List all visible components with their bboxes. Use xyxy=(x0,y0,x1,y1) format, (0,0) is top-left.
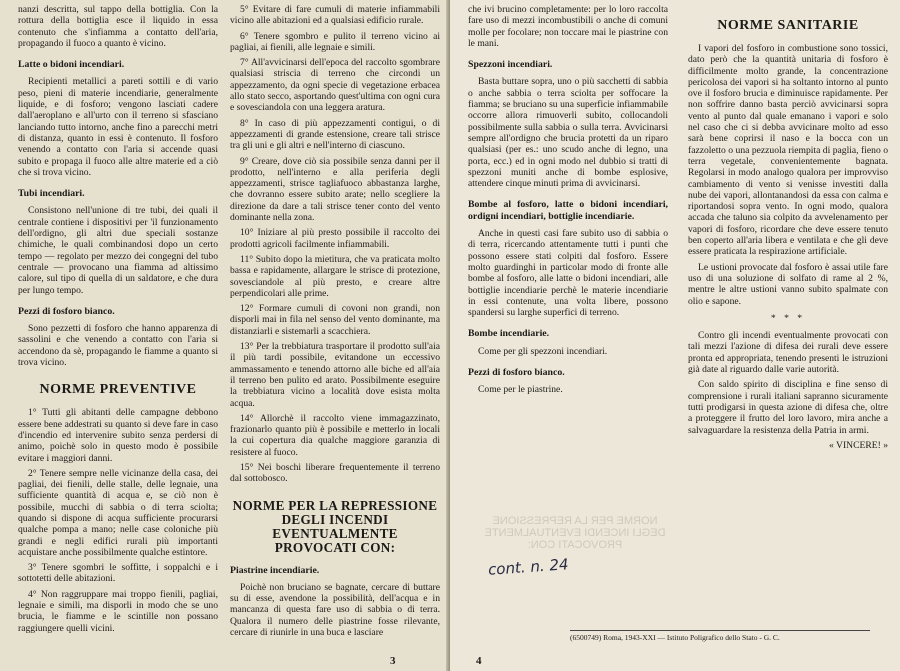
paragraph: Consistono nell'unione di tre tubi, dei quali il centrale contiene i dispositivi per 'il funzionamento dell'ordigno, gli altri due speciali sostanze chimiche, le quali combinandosi dopo un certo tempo — regolato per mezzo dei congegni del tubo centrale — provocano una fiamma ad altissimo calore, sul tipo di quella di un saldatore, e che dura per lungo tempo. xyxy=(18,205,218,296)
rule-item: 1° Tutti gli abitanti delle campagne debbono essere bene addestrati su quanto si deve fare in caso d'incendio ed intervenire subito senza perdersi di animo, poichè solo in questo modo è possibile evitare i maggiori danni. xyxy=(18,407,218,464)
section-heading: Tubi incendiari. xyxy=(18,188,85,200)
left-column-2 xyxy=(230,4,440,642)
paragraph: Anche in questi casi fare subito uso di sabbia o di terra, ricercando attentamente tutti i punti che possono essere stati colpiti dal fosforo. Essere molto guardinghi in particolar modo di fronte alle bombe al fosforo, alle latte o bidoni incendiari, alle bottiglie incendiarie perchè le materie incendiarie in essi contenute, una volta libere, possono spandersi su larghe superfici di terreno. xyxy=(468,228,668,319)
rule-item: 15° Nei boschi liberare frequentemente il terreno dal sottobosco. xyxy=(230,461,440,485)
rule-item: 9° Creare, dove ciò sia possibile senza danni per il prodotto, nell'interno e alla periferia degli appezzamenti, strisce tagliafuoco abbastanza larghe, che dovranno essere subito arate; nello scegliere la direzione da dare a tali strisce tener conto del vento dominante nella zona. xyxy=(230,155,440,224)
right-column-1 xyxy=(468,4,668,400)
paragraph: Recipienti metallici a pareti sottili e di vario peso, pieni di materie incendiarie, generalmente liquide, e di fosforo; vengono lasciati cadere dall'aeroplano e all'urto con il terreno si sfasciano lanciando tutto intorno, anche fino a parecchi metri di distanza, quanto in essi è contenuto. Il fosforo venendo a contatto con l'aria si accende quasi subito e propaga il fuoco alle altre materie ed a ciò che si trova vicino. xyxy=(18,76,218,178)
rule-item: 14° Allorchè il raccolto viene immagazzinato, frazionarlo quanto più è possibile e metterlo in locali la cui copertura dia qualche maggiore garanzia di resistere al fuoco. xyxy=(230,412,440,458)
rule-item: 3° Tenere sgombri le soffitte, i soppalchi e i sottotetti delle abitazioni. xyxy=(18,562,218,585)
section-heading: Pezzi di fosforo bianco. xyxy=(18,305,115,317)
rule-item: 8° In caso di più appezzamenti contigui, o di appezzamenti di grande estensione, creare tali strisce tra gli uni e gli altri e nell'interno di ciascuno. xyxy=(230,117,440,152)
intro-text: che ivi brucino completamente: per lo loro raccolta fare uso di mezzi incombustibili o anche di comuni molle per focolare; non toccare mai le piastrine con le mani. xyxy=(468,4,668,49)
section-heading: Latte o bidoni incendiari. xyxy=(18,59,125,71)
paragraph: Sono pezzetti di fosforo che hanno apparenza di sassolini e che venendo a contatto con l'aria si accendono da sè, propagando le fiamme a quanto si trova vicino. xyxy=(18,323,218,369)
rule-item: 4° Non raggruppare mai troppo fienili, pagliai, legnaie e simili, ma disporli in modo che se uno brucia, le fiamme e le scintille non possano raggiungere quelli vicini. xyxy=(18,588,218,634)
rule-item: 13° Per la trebbiatura trasportare il prodotto sull'aia il più tardi possibile, evitandone un eccessivo ammassamento e tenendo attorno alle biche ed all'aia il terreno ben pulito ed arato. Possibilmente eseguire la trebbiatura vicino a località dove esista molta acqua. xyxy=(230,341,440,409)
section-heading: Spezzoni incendiari. xyxy=(468,59,553,71)
paragraph: Poichè non bruciano se bagnate, cercare di buttare su di esse, avendone la possibilità, dell'acqua e in mancanza di questa fare uso di sabbia o di terra. Qualora il numero delle piastrine fosse rilevante, cercare di riunirle in una buca e lasciare xyxy=(230,581,440,639)
rule-item: 10° Iniziare al più presto possibile il raccolto dei prodotti agricoli facilmente infiammabili. xyxy=(230,227,440,250)
section-heading: Bombe incendiarie. xyxy=(468,328,550,340)
rule-item: 2° Tenere sempre nelle vicinanze della casa, dei pagliai, dei fienili, delle stalle, delle legnaie, una sufficiente quantità di acqua e, se ciò non è possibile, mucchi di sabbia o di terra sciolta; quando si dispone di acqua sufficiente procurarsi qualche pompa a mano; nelle case coloniche più grandi e negli edifici rurali più importanti acquistare anche possibilmente qualche estintore. xyxy=(18,467,218,558)
page-number-left: 3 xyxy=(390,655,396,667)
repressione-title: NORME PER LA REPRESSIONE DEGLI INCENDI EVENTUALMENTE PROVOCATI CON: xyxy=(232,497,438,555)
rule-item: 12° Formare cumuli di covoni non grandi, non disporli mai in fila nel senso del vento dominante, ma distanziarli e sistemarli a scacchiera. xyxy=(230,303,440,337)
printer-imprint: (6500749) Roma, 1943-XXI — Istituto Poligrafico dello Stato - G. C. xyxy=(570,630,870,642)
rule-item: 6° Tenere sgombro e pulito il terreno vicino ai pagliai, ai fienili, alle legnaie e simili. xyxy=(230,30,440,53)
left-column-1 xyxy=(18,4,218,638)
section-heading: Piastrine incendiarie. xyxy=(230,564,320,576)
section-heading: Pezzi di fosforo bianco. xyxy=(468,367,565,379)
paragraph: Con saldo spirito di disciplina e fine senso di comprensione i rurali italiani sapranno sicuramente tutti prodigarsi in questa azione di difesa che, oltre a proteggere il frutto del loro lavoro, mira anche a salvaguardare la resistenza della Patria in armi. xyxy=(688,379,888,436)
closing-slogan: « VINCERE! » xyxy=(829,439,888,451)
norme-preventive-title: NORME PREVENTIVE xyxy=(39,382,197,398)
paragraph: Le ustioni provocate dal fosforo è assai utile fare uso di una soluzione di solfato di rame al 2 %, mentre le altre ustioni vanno subito spalmate con olio e sapone. xyxy=(688,261,888,307)
bleed-through-text: NORME PER LA REPRESSIONE DEGLI INCENDI EVENTUALMENTE PROVOCATI CON: xyxy=(484,515,666,551)
intro-text: nanzi descritta, sul tappo della bottiglia. Con la rottura della bottiglia esce il liquido in essa contenuto che s'infiamma a contatto dell'aria, propagando il fuoco a quanto è vicino. xyxy=(18,4,218,49)
page-right xyxy=(450,0,900,671)
section-heading: Bombe al fosforo, latte o bidoni incendiari, ordigni incendiari, bottiglie incendiarie. xyxy=(468,199,668,222)
right-column-2 xyxy=(688,4,888,455)
rule-item: 5° Evitare di fare cumuli di materie infiammabili vicino alle abitazioni ed a qualsiasi edificio rurale. xyxy=(230,4,440,27)
paragraph: Come per gli spezzoni incendiari. xyxy=(478,345,608,357)
paragraph: Come per le piastrine. xyxy=(478,384,563,396)
handwritten-note: cont. n. 24 xyxy=(487,555,570,579)
norme-sanitarie-title: NORME SANITARIE xyxy=(717,18,859,33)
paragraph: Contro gli incendi eventualmente provocati con tali mezzi l'azione di difesa dei rurali deve essere pronta ed appropriata, tenendo presenti le istruzioni già date al riguardo dalle varie autorità. xyxy=(688,330,888,376)
rule-item: 11° Subito dopo la mietitura, che va praticata molto bassa e rapidamente, allargare le strisce di protezione, sovesciandole al più presto, e creare altre perpendicolari alle prime. xyxy=(230,253,440,299)
rule-item: 7° All'avvicinarsi dell'epoca del raccolto sgombrare qualsiasi striscia di terreno che circondi un appezzamento, da ogni specie di vegetazione erbacea allo stato secco, asportando quest'ultima con ogni cura e sovesciandola con una leggera aratura. xyxy=(230,57,440,114)
page-number-right: 4 xyxy=(476,655,482,667)
paragraph: Basta buttare sopra, uno o più sacchetti di sabbia o anche sabbia o terra sciolta per soffocare la fiamma; se bruciano su una superficie infiammabile occorre allora rimuoverli subito, collocandoli possibilmente sulla sabbia o sulla terra. Avvicinarsi sempre all'ordigno che brucia protetti da un riparo qualsiasi (per es.: uno scudo anche di legno, una porta, ecc.) ed in ogni modo nel dubbio si tratti di spezzoni muniti anche di bombe esplosive, attendere cinque minuti prima di avvicinarsi. xyxy=(468,76,668,190)
paragraph: I vapori del fosforo in combustione sono tossici, dato però che la quantità unitaria di fosforo è difficilmente molto grande, la concentrazione pericolosa dei vapori si ha soltanto intorno al punto ove il fosforo brucia e diminuisce rapidamente. Per non soffrire danno basta perciò avvicinarsi sopra vento al punto dal quale emanano i vapori e solo nel caso che ci si debba avvicinare molto ad esso sarà bene coprirsi il naso e la bocca con un fazzoletto o una pezzuola riempita di paglia, fieno o terra vegetale, convenientemente bagnata. Regolarsi in modo analogo qualora per improvviso cambiamento di vento si venisse investiti dalla nube dei vapori, allontanandosi da essa con calma e riportandosi sopra vento. In ogni modo, qualora accada che taluno sia colpito da avvelenamento per vapori di fosforo, ricordare che deve essere tenuto ben coperto all'aria libera e ventilata e che gli deve essere praticata la respirazione artificiale. xyxy=(688,43,888,258)
section-divider: * * * xyxy=(770,312,806,324)
